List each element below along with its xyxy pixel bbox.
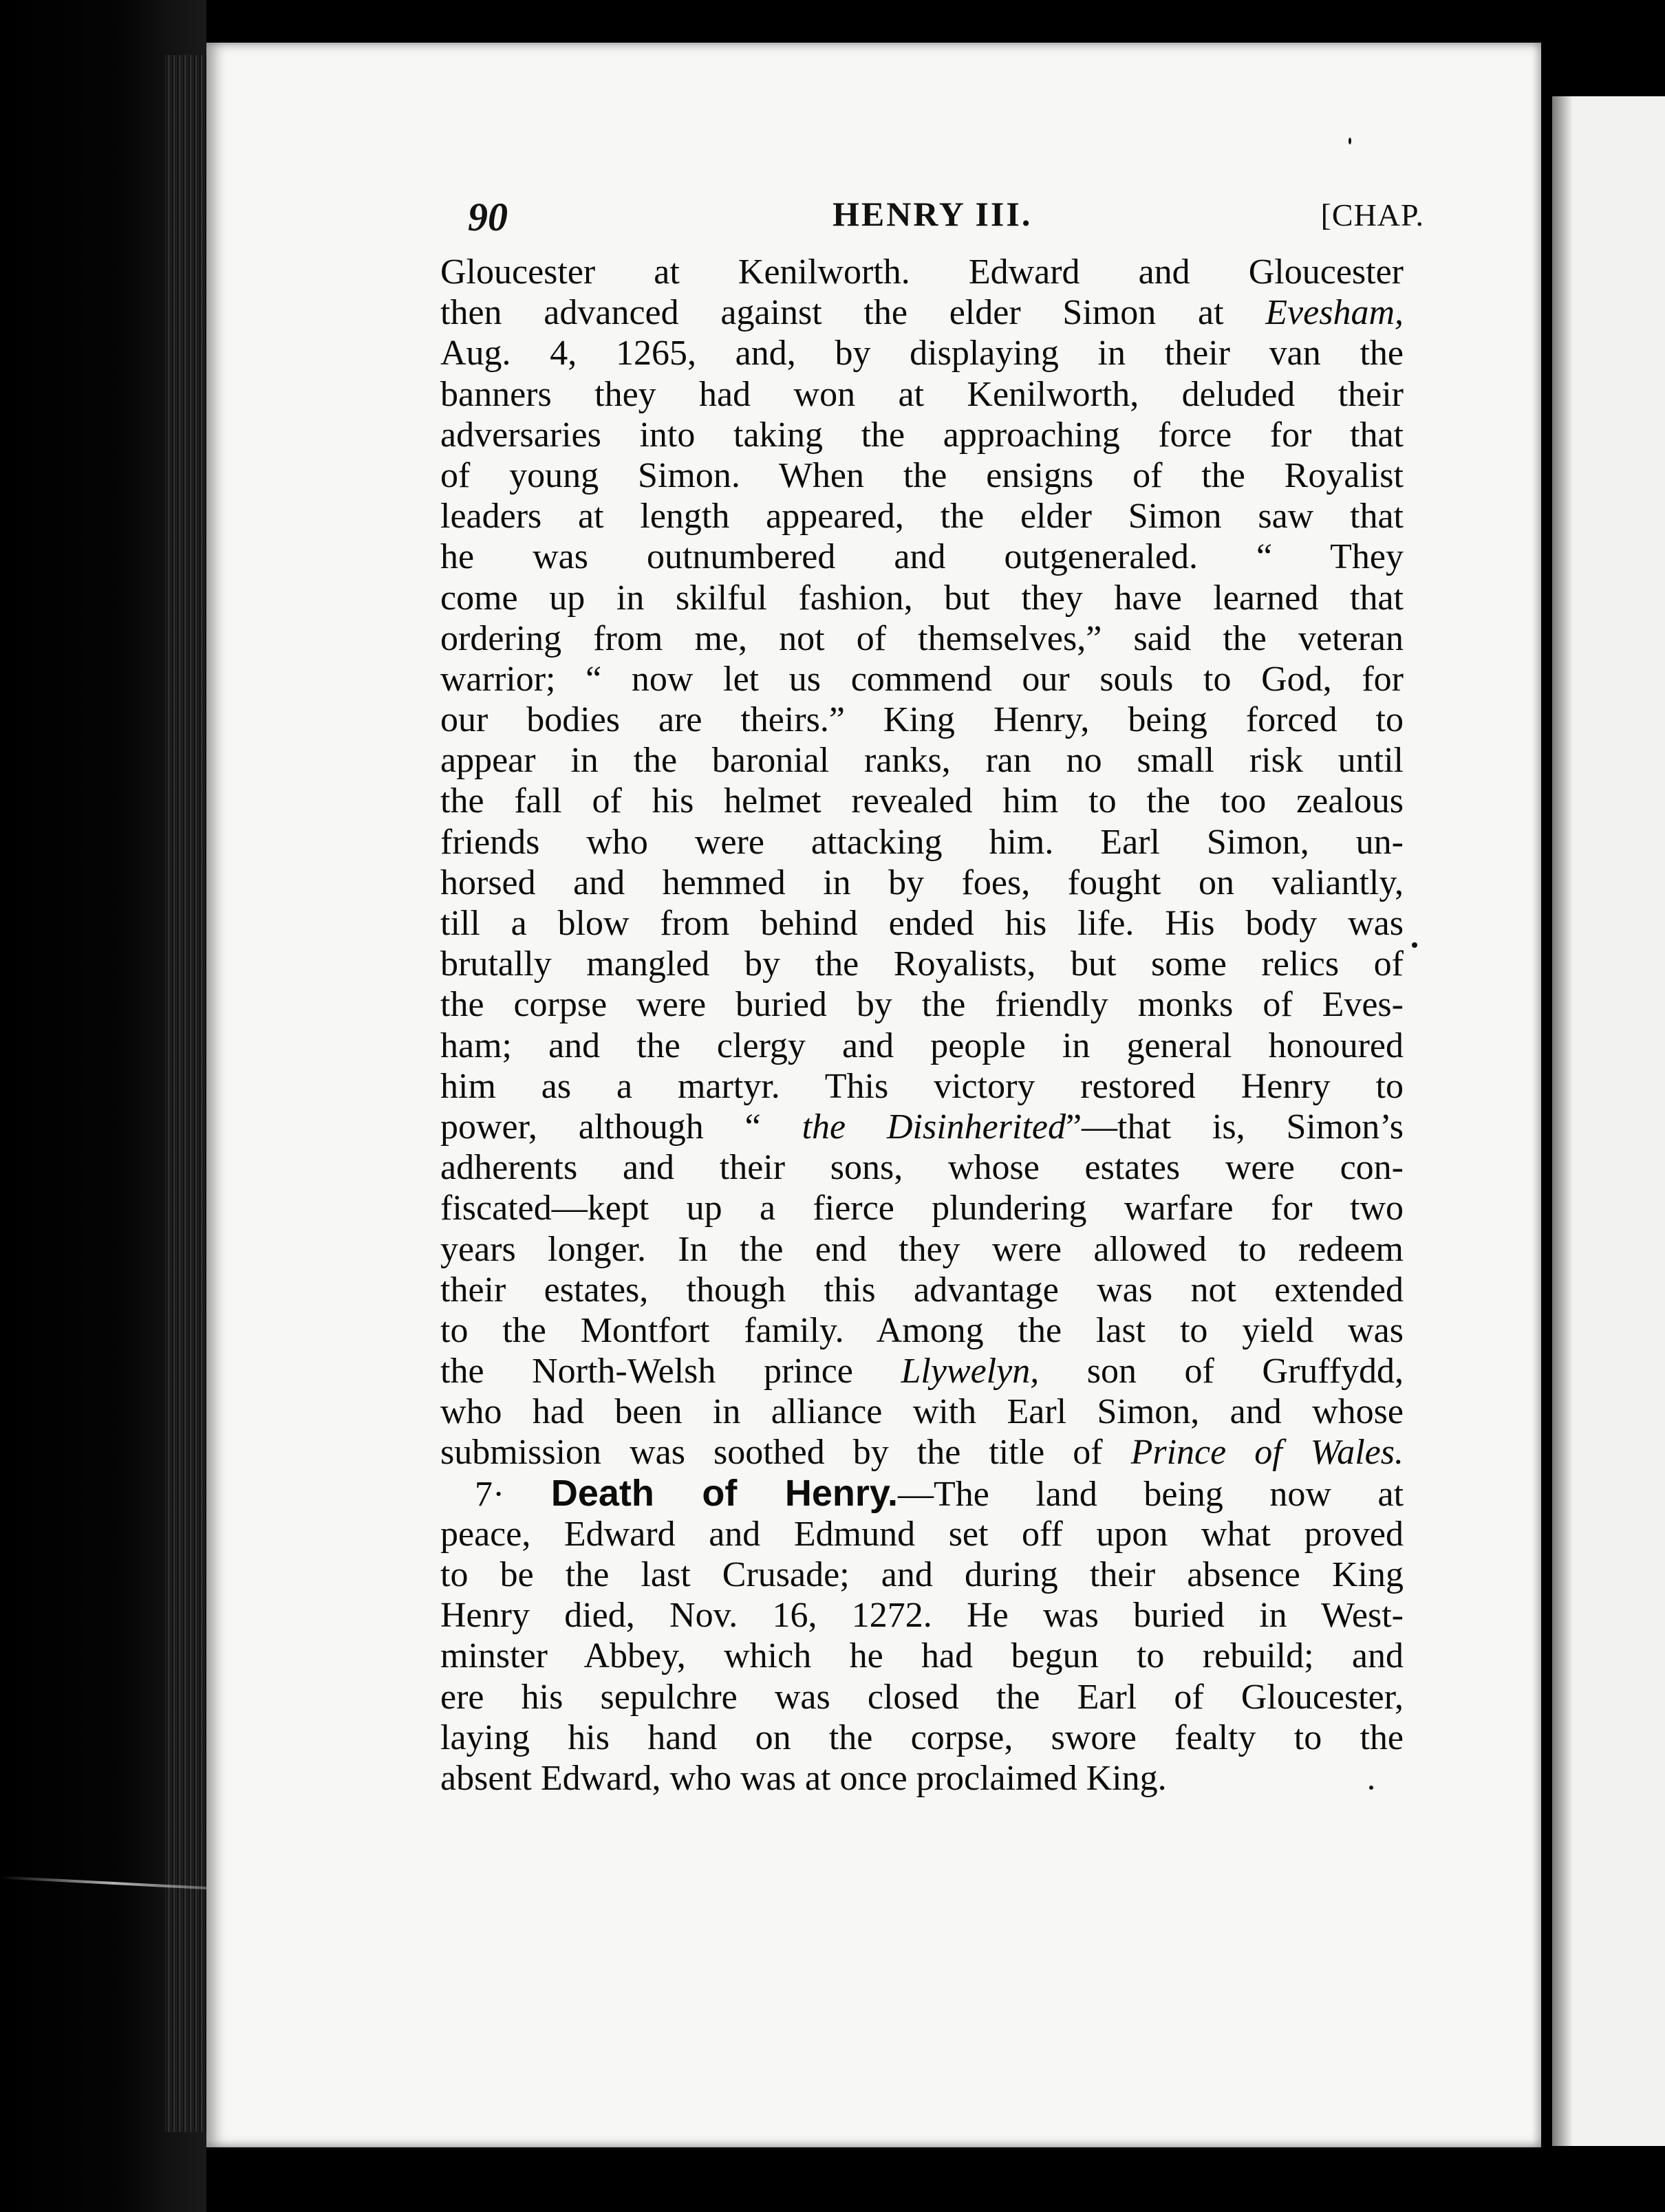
text-line: minster Abbey, which he had begun to rebuild; and: [440, 1636, 1404, 1676]
text-line: come up in skilful fashion, but they have learned that: [440, 578, 1404, 618]
text-line: ordering from me, not of themselves,” said the veteran: [440, 618, 1404, 658]
running-header: [468, 194, 1424, 249]
text-line: ham; and the clergy and people in general honoured: [440, 1026, 1404, 1065]
italic-place-name: Evesham,: [1265, 293, 1404, 333]
text-line: him as a martyr. This victory restored Henry to: [440, 1066, 1404, 1106]
text-span: —The land being now at: [897, 1474, 1404, 1514]
chapter-mark: [CHAP.: [1320, 197, 1424, 232]
text-span: power, although “: [440, 1107, 802, 1147]
text-line: he was outnumbered and outgeneraled. “ They: [440, 537, 1404, 577]
text-line: peace, Edward and Edmund set off upon what proved: [440, 1514, 1404, 1554]
text-line: [440, 1432, 1404, 1473]
text-line: Aug. 4, 1265, and, by displaying in their van the: [440, 334, 1404, 373]
page-gutter: [1541, 41, 1552, 2153]
text-line: who had been in alliance with Earl Simon, and whose: [440, 1392, 1404, 1432]
text-line: leaders at length appeared, the elder Simon saw that: [440, 497, 1404, 536]
text-line: their estates, though this advantage was not extended: [440, 1270, 1404, 1310]
text-line: banners they had won at Kenilworth, deluded their: [440, 374, 1404, 414]
text-span: the North-Welsh prince: [440, 1352, 901, 1391]
text-line: of young Simon. When the ensigns of the Royalist: [440, 455, 1404, 495]
text-line: the fall of his helmet revealed him to the too zealous: [440, 781, 1404, 821]
body-text: [440, 252, 1404, 1799]
text-line: to the Montfort family. Among the last to yield was: [440, 1310, 1404, 1350]
text-line: the corpse were buried by the friendly monks of Eves-: [440, 985, 1404, 1025]
text-line: [440, 1107, 1404, 1147]
text-line: adherents and their sons, whose estates were con-: [440, 1148, 1404, 1188]
text-line: fiscated—kept up a fierce plundering warfare for two: [440, 1189, 1404, 1228]
running-title: HENRY III.: [832, 195, 1033, 233]
italic-term: the Disinherited: [802, 1107, 1066, 1147]
text-span: ”—that is, Simon’s: [1065, 1107, 1404, 1147]
text-line: warrior; “ now let us commend our souls to God, for: [440, 659, 1404, 699]
text-line: Henry died, Nov. 16, 1272. He was buried in West-: [440, 1596, 1404, 1636]
text-line: horsed and hemmed in by foes, fought on valiantly,: [440, 863, 1404, 902]
page-stack-edges: [165, 55, 206, 2132]
facing-page-shadow: [1552, 96, 1573, 2146]
text-line: to be the last Crusade; and during their absence King: [440, 1555, 1404, 1594]
ink-speck: [1369, 1786, 1373, 1790]
text-line: ere his sepulchre was closed the Earl of Gloucester,: [440, 1677, 1404, 1717]
text-line: [440, 1351, 1404, 1391]
italic-title: Prince of Wales.: [1130, 1433, 1404, 1473]
ink-speck: [1412, 942, 1417, 948]
text-line: friends who were attacking him. Earl Simon, un-: [440, 822, 1404, 862]
text-line: our bodies are theirs.” King Henry, being forced to: [440, 700, 1404, 740]
text-line: years longer. In the end they were allowed to redeem: [440, 1229, 1404, 1269]
scan-mark: [805, 2195, 826, 2205]
section-heading: Death of Henry.: [550, 1472, 898, 1514]
text-line: brutally mangled by the Royalists, but some relics of: [440, 944, 1404, 984]
text-line: adversaries into taking the approaching force for that: [440, 415, 1404, 455]
text-line: appear in the baronial ranks, ran no small risk until: [440, 741, 1404, 781]
text-line: [440, 292, 1404, 333]
section-heading-line: [440, 1473, 1404, 1514]
text-line: till a blow from behind ended his life. His body was: [440, 904, 1404, 943]
ink-speck: [1349, 138, 1351, 144]
section-number: 7·: [475, 1474, 505, 1514]
text-span: submission was soothed by the title of: [440, 1433, 1131, 1473]
page-number: 90: [468, 195, 508, 239]
text-span: son of Gruffydd,: [1039, 1352, 1404, 1391]
text-line: Gloucester at Kenilworth. Edward and Gloucester: [440, 252, 1404, 292]
text-line: laying his hand on the corpse, swore fealty to the: [440, 1717, 1404, 1757]
text-line: absent Edward, who was at once proclaimed King.: [440, 1758, 1167, 1798]
text-span: then advanced against the elder Simon at: [440, 293, 1266, 333]
italic-person-name: Llywelyn,: [901, 1352, 1040, 1391]
